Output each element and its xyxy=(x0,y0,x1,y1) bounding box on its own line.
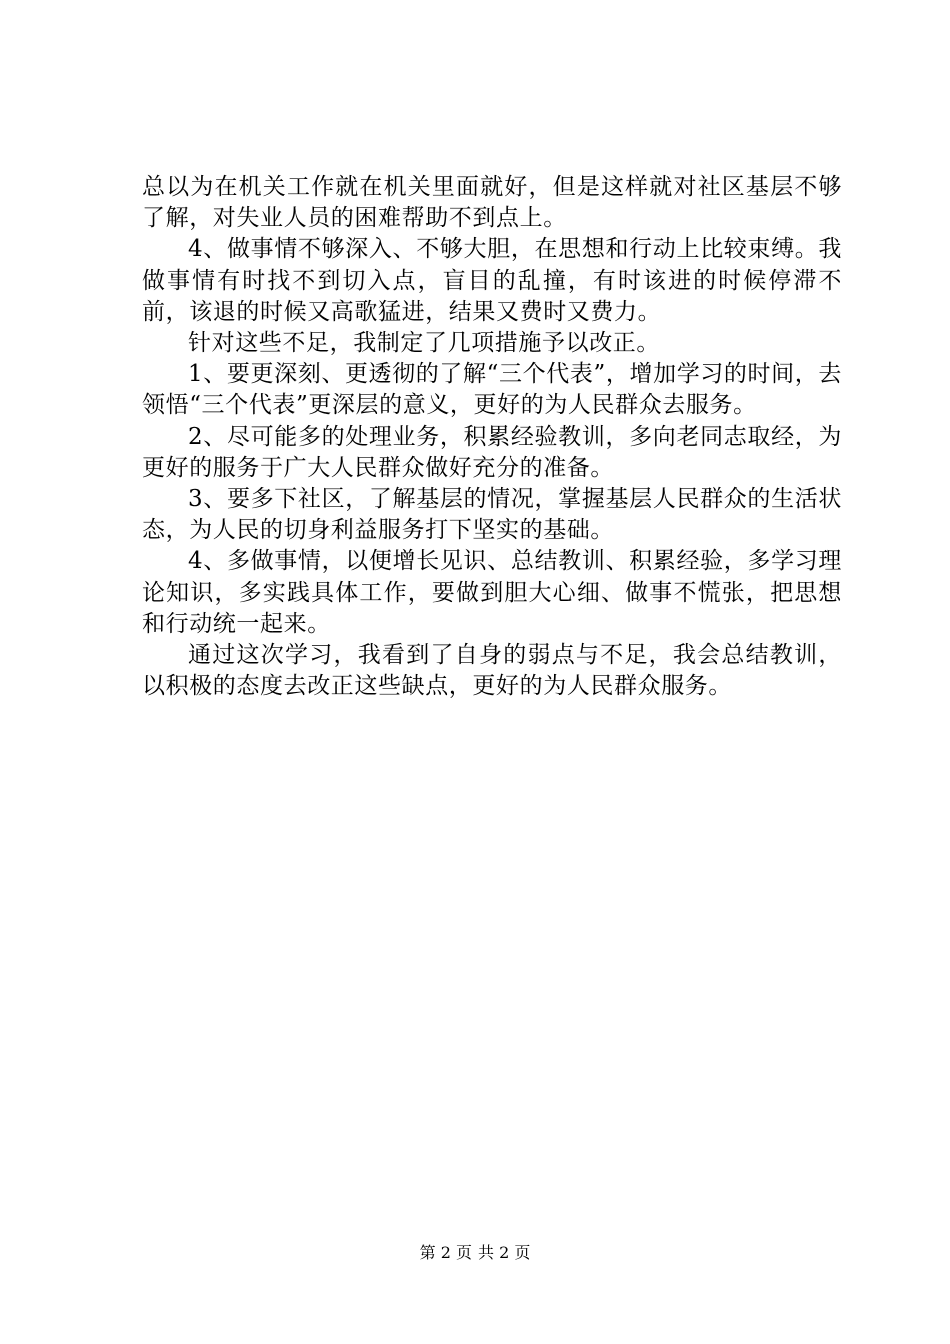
document-body xyxy=(142,172,842,702)
paragraph-4: 1、要更深刻、更透彻的了解“三个代表”，增加学习的时间，去领悟“三个代表”更深层的意义，更好的为人民群众去服务。 xyxy=(142,361,842,419)
page-total: 共 2 页 xyxy=(478,1243,531,1262)
paragraph-3: 针对这些不足，我制定了几项措施予以改正。 xyxy=(188,330,660,357)
paragraph-5: 2、尽可能多的处理业务，积累经验教训，多向老同志取经，为更好的服务于广大人民群众做好充分的准备。 xyxy=(142,423,842,481)
page-footer xyxy=(0,1243,950,1263)
paragraph-8: 通过这次学习，我看到了自身的弱点与不足，我会总结教训，以积极的态度去改正这些缺点，更好的为人民群众服务。 xyxy=(142,642,842,700)
paragraph-7: 4、多做事情，以便增长见识、总结教训、积累经验，多学习理论知识，多实践具体工作，要做到胆大心细、做事不慌张，把思想和行动统一起来。 xyxy=(142,548,842,637)
paragraph-2: 4、做事情不够深入、不够大胆，在思想和行动上比较束缚。我做事情有时找不到切入点，盲目的乱撞，有时该进的时候停滞不前，该退的时候又高歌猛进，结果又费时又费力。 xyxy=(142,236,842,325)
paragraph-6: 3、要多下社区，了解基层的情况，掌握基层人民群众的生活状态，为人民的切身利益服务打下坚实的基础。 xyxy=(142,486,842,544)
paragraph-1: 总以为在机关工作就在机关里面就好，但是这样就对社区基层不够了解，对失业人员的困难帮助不到点上。 xyxy=(142,174,842,232)
page-number: 第 2 页 xyxy=(419,1243,472,1262)
